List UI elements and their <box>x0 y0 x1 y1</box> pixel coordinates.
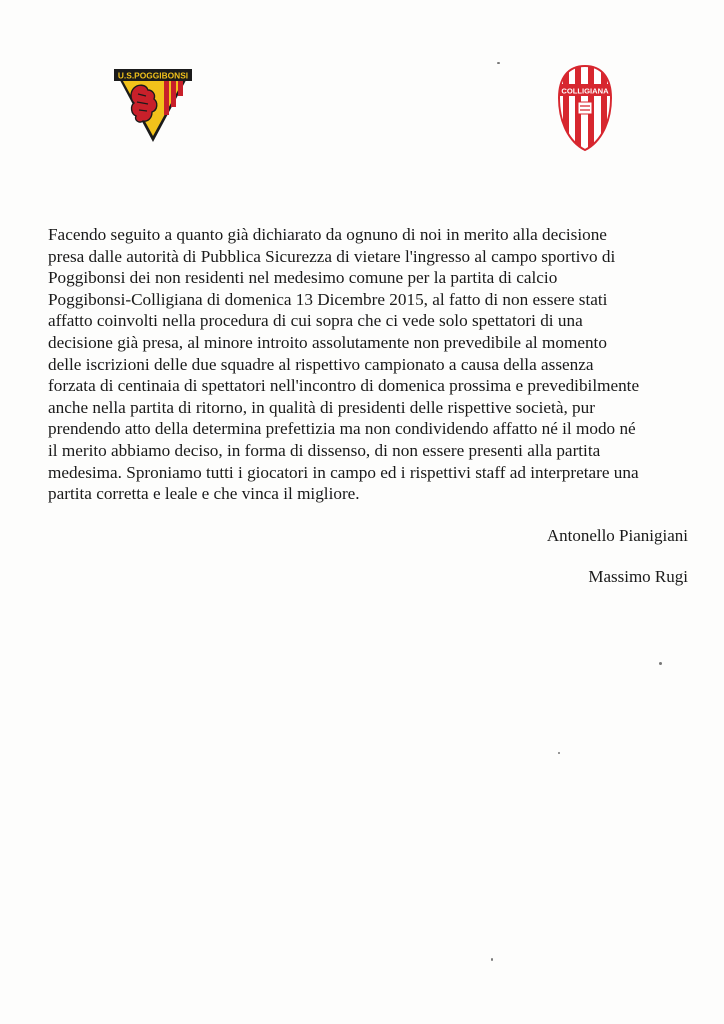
signature-name: Antonello Pianigiani <box>546 526 688 545</box>
scan-speck <box>558 752 560 754</box>
colligiana-logo <box>557 64 613 152</box>
body-line: Facendo seguito a quanto già dichiarato da ognuno di noi in merito alla decisione <box>48 225 607 244</box>
body-line: decisione già presa, al minore introito assolutamente non prevedibile al momento <box>48 332 607 352</box>
body-line: affatto coinvolti nella procedura di cui sopra che ci vede solo spettatori di una <box>48 311 583 331</box>
body-line: medesima. Sproniamo tutti i giocatori in campo ed i rispettivi staff ad interpretare una <box>48 462 639 482</box>
body-line: presa dalle autorità di Pubblica Sicurezza di vietare l'ingresso al campo sportivo di <box>48 246 616 266</box>
body-line: anche nella partita di ritorno, in qualità di presidenti delle rispettive società, pur <box>48 397 595 417</box>
logo-right-text: COLLIGIANA <box>561 86 609 96</box>
letter-body <box>48 224 708 505</box>
scan-speck <box>491 958 493 961</box>
signature-name: Massimo Rugi <box>588 567 688 586</box>
body-line: Poggibonsi dei non residenti nel medesimo comune per la partita di calcio <box>48 268 558 288</box>
body-line: prendendo atto della determina prefettizia ma non condividendo affatto né il modo né <box>48 419 636 439</box>
body-line: forzata di centinaia di spettatori nell'incontro di domenica prossima e prevedibilmente <box>48 376 640 396</box>
us-poggibonsi-logo <box>112 66 194 144</box>
logo-left-text: U.S.POGGIBONSI <box>117 70 189 81</box>
scan-speck <box>659 662 662 665</box>
body-line: il merito abbiamo deciso, in forma di dissenso, di non essere presenti alla partita <box>48 440 601 460</box>
body-line: delle iscrizioni delle due squadre al rispettivo campionato a causa della assenza <box>48 354 594 374</box>
body-line: partita corretta e leale e che vinca il migliore. <box>48 484 360 504</box>
scan-speck <box>497 62 500 64</box>
body-line: Poggibonsi-Colligiana di domenica 13 Dicembre 2015, al fatto di non essere stati <box>48 289 608 309</box>
